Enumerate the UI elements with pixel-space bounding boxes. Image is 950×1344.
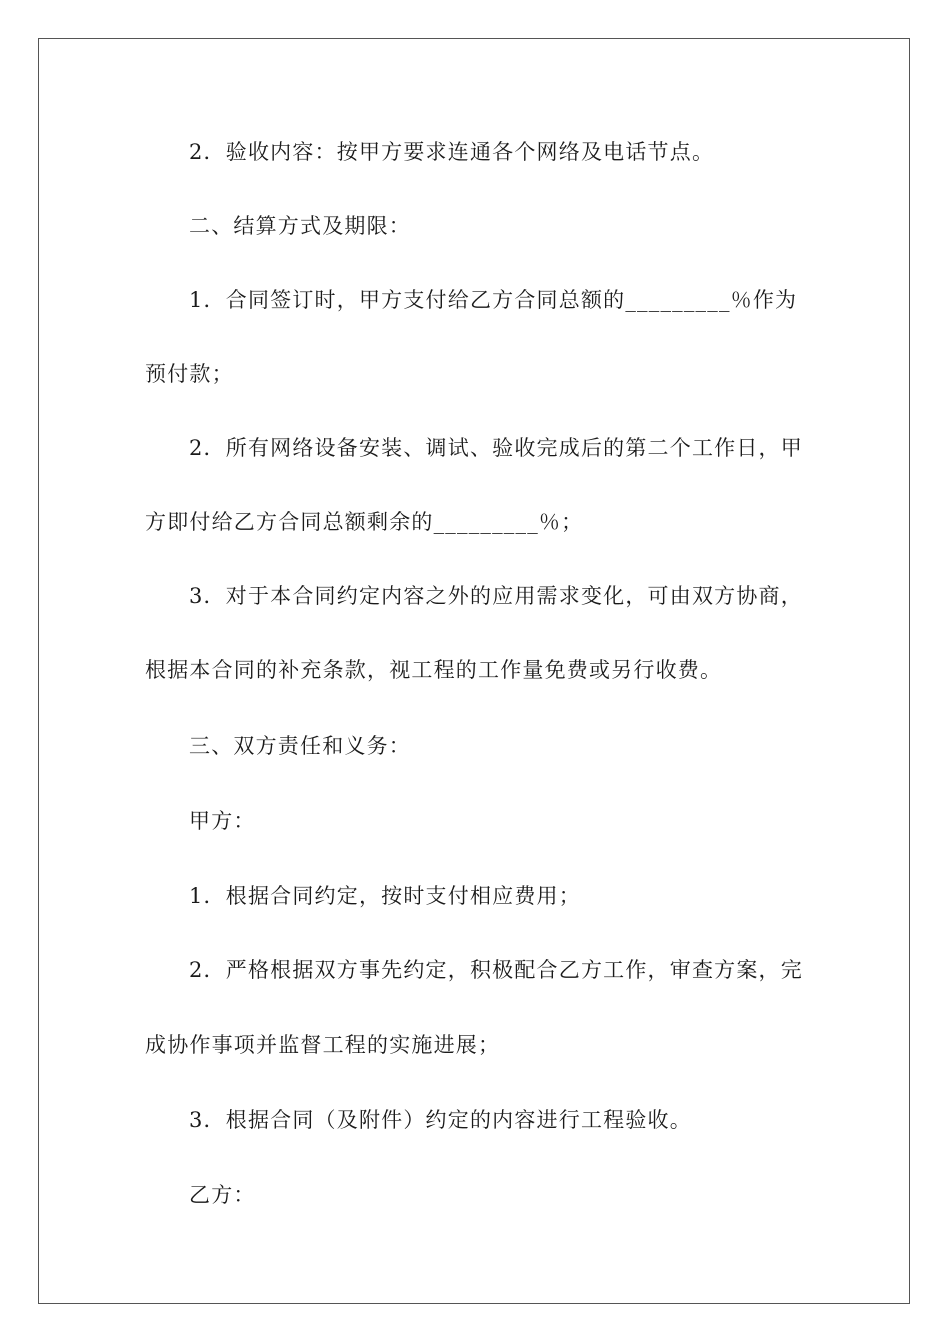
paragraph-line: 根据本合同的补充条款，视工程的工作量免费或另行收费。 [145,658,723,682]
paragraph-line: 2．所有网络设备安装、调试、验收完成后的第二个工作日，甲 [189,436,803,460]
paragraph-line: 2．验收内容：按甲方要求连通各个网络及电话节点。 [189,140,715,164]
paragraph-line: 成协作事项并监督工程的实施进展； [145,1033,501,1057]
paragraph-line: 预付款； [145,362,234,386]
party-heading: 乙方： [189,1183,256,1207]
party-heading: 甲方： [189,809,256,833]
paragraph-line: 3．对于本合同约定内容之外的应用需求变化，可由双方协商， [189,584,803,608]
paragraph-line: 3．根据合同（及附件）约定的内容进行工程验收。 [189,1108,692,1132]
paragraph-line: 1．根据合同约定，按时支付相应费用； [189,884,581,908]
section-heading: 三、双方责任和义务： [189,734,411,758]
paragraph-line: 方即付给乙方合同总额剩余的_________％； [145,510,584,534]
paragraph-line: 1．合同签订时，甲方支付给乙方合同总额的_________％作为 [189,288,798,312]
section-heading: 二、结算方式及期限： [189,214,411,238]
paragraph-line: 2．严格根据双方事先约定，积极配合乙方工作，审查方案，完 [189,958,803,982]
